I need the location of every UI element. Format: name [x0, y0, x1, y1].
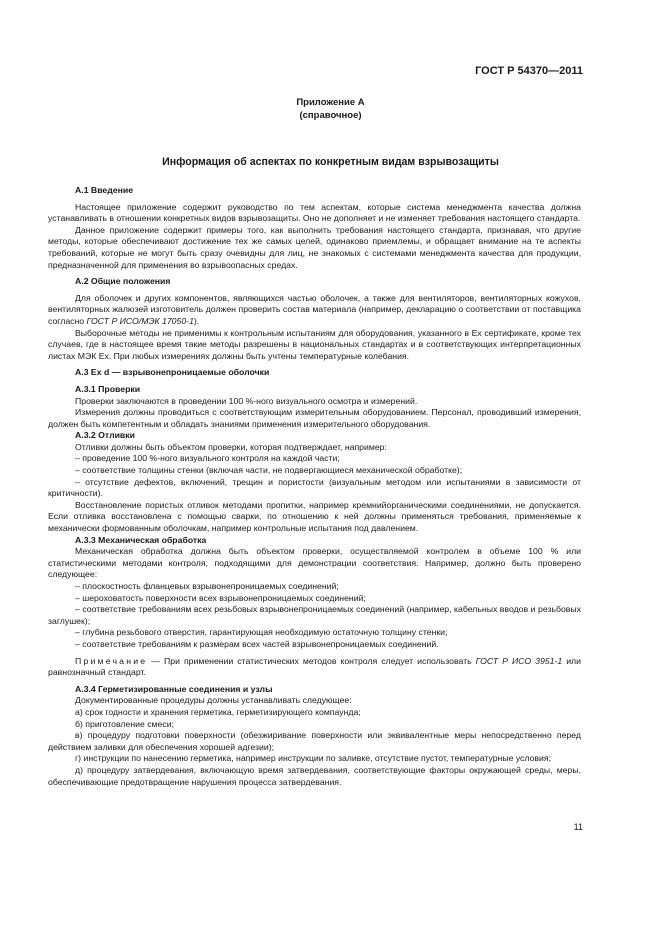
paragraph: Отливки должны быть объектом проверки, которая подтверждает, например:: [75, 441, 387, 452]
list-item: – соответствие толщины стенки (включая части, не подвергающиеся механической обработке);: [75, 465, 463, 476]
standard-reference: ГОСТ Р ИСО/МЭК 17050-1: [86, 315, 194, 326]
list-item: – плоскостность фланцевых взрывонепроницаемых соединений;: [75, 581, 339, 591]
note: Примечание — При применении статистических методов контроля следует использовать ГОСТ Р ИСО 3951-1 или равнозначный стандарт.: [48, 655, 581, 678]
list-item: г) инструкции по нанесению герметика, например инструкции по заливке, отсутствие пустот, температурные условия;: [75, 753, 551, 764]
paragraph: Восстановление пористых отливок методами пропитки, например кремнийорганическими соединениями, не допускается. Если отливка восстановлена с помощью сварки, по отношению к ней должны применяться требования, применяемые к механически формованным оболочкам, например контрольные испытания под давлением.: [48, 499, 581, 534]
subsection-heading: А.3.2 Отливки: [75, 430, 135, 441]
list-item: – шероховатость поверхности всех взрывонепроницаемых соединений;: [75, 592, 366, 603]
subsection-heading: А.3.3 Механическая обработка: [75, 534, 207, 545]
paragraph: Настоящее приложение содержит руководство по тем аспектам, которые система менеджмента качества должна устанавливать в отношении конкретных видов взрывозащиты. Оно не дополняет и не изменяет требования настоящего стандарта.: [48, 201, 581, 224]
section-a1: [48, 185, 581, 271]
subsection-heading: А.3.4 Герметизированные соединения и узлы: [75, 683, 273, 694]
list-item: – глубина резьбового отверстия, гарантирующая необходимую остаточную толщину стенки;: [75, 627, 448, 638]
section-heading: А.1 Введение: [75, 185, 134, 195]
paragraph: Для оболочек и других компонентов, являющихся частью оболочек, а также для вентиляторов, вентиляторных кожухов, вентиляторных жалюзей изготовитель должен проверить состав материала (например, декларацию о соответствии от поставщика согласно ГОСТ Р ИСО/МЭК 17050-1).: [48, 292, 581, 326]
page-number: 11: [573, 822, 583, 832]
section-heading: А.3 Ex d — взрывонепроницаемые оболочки: [75, 367, 270, 378]
list-item: б) приготовление смеси;: [75, 718, 174, 729]
section-heading: А.2 Общие положения: [75, 276, 171, 287]
note-label: Примечание: [75, 655, 148, 666]
annex-main-title: Информация об аспектах по конкретным видам взрывозащиты: [162, 156, 499, 168]
list-item: – соответствие требованиям к размерам всех частей взрывонепроницаемых соединений.: [75, 638, 439, 649]
list-item: а) срок годности и хранения герметика, герметизирующего компаунда;: [75, 706, 361, 717]
list-item: в) процедуру подготовки поверхности (обезжиривание поверхности или эквивалентные меры непосредственно перед действием заливки для обеспечения хорошей адгезии);: [48, 730, 581, 752]
paragraph: Проверки заключаются в проведении 100 %-ного визуального осмотра и измерений.: [75, 395, 418, 406]
paragraph: Измерения должны проводиться с соответствующим измерительным оборудованием. Персонал, проводивший измерения, должен быть компетентным и обладать знаниями применения измерительного оборудования.: [48, 407, 581, 429]
list-item: – проведение 100 %-ного визуального контроля на каждой части;: [75, 453, 340, 464]
subsection-heading: А.3.1 Проверки: [75, 383, 141, 394]
paragraph: Выборочные методы не применимы к контрольным испытаниям для оборудования, указанного в Ех сертификате, кроме тех случаев, где в настоящее время такие методы разрешены в национальных стандартах и в соответствующих интерпретационных листах МЭК Ех. При любых измерениях должны быть учтены температурные колебания.: [48, 327, 581, 361]
paragraph: Данное приложение содержит примеры того, как выполнить требования настоящего стандарта, признавая, что другие методы, которые обеспечивают достижение тех же самых целей, одинаково приемлемы, и обращает внимание на те аспекты требований, которые не могут быть сразу очевидны для лиц, не знакомых с системами менеджмента качества для продукции, предназначенной для применения во взрывоопасных средах.: [48, 224, 581, 270]
standard-reference: ГОСТ Р ИСО 3951-1: [475, 655, 563, 666]
list-item: д) процедуру затвердевания, включающую время затвердевания, соответствующие факторы окружающей среды, меры, обеспечивающие предотвращение нарушения процесса затвердевания.: [48, 764, 581, 787]
annex-subtitle: (справочное): [299, 110, 362, 121]
document-number: ГОСТ Р 54370—2011: [475, 65, 583, 77]
annex-heading: [0, 96, 661, 122]
section-a2: [48, 276, 581, 362]
paragraph: Документированные процедуры должны устанавливать следующее:: [75, 695, 352, 706]
paragraph: Механическая обработка должна быть объектом проверки, осуществляемой контролем в объеме 100 % или статистическими методами контроля, подходящими для демонстрации соответствия. Например, должно быть проверено следующее:: [48, 546, 581, 580]
section-a3: [48, 367, 581, 788]
list-item: – отсутствие дефектов, включений, трещин и пористости (визуальным методом или испытаниями в зависимости от критичности).: [48, 476, 581, 499]
annex-title: Приложение А: [296, 97, 365, 108]
list-item: – соответствие требованиям всех резьбовых взрывонепроницаемых соединений (например, кабельных вводов и резьбовых заглушек);: [48, 604, 581, 626]
document-body: [48, 185, 581, 788]
